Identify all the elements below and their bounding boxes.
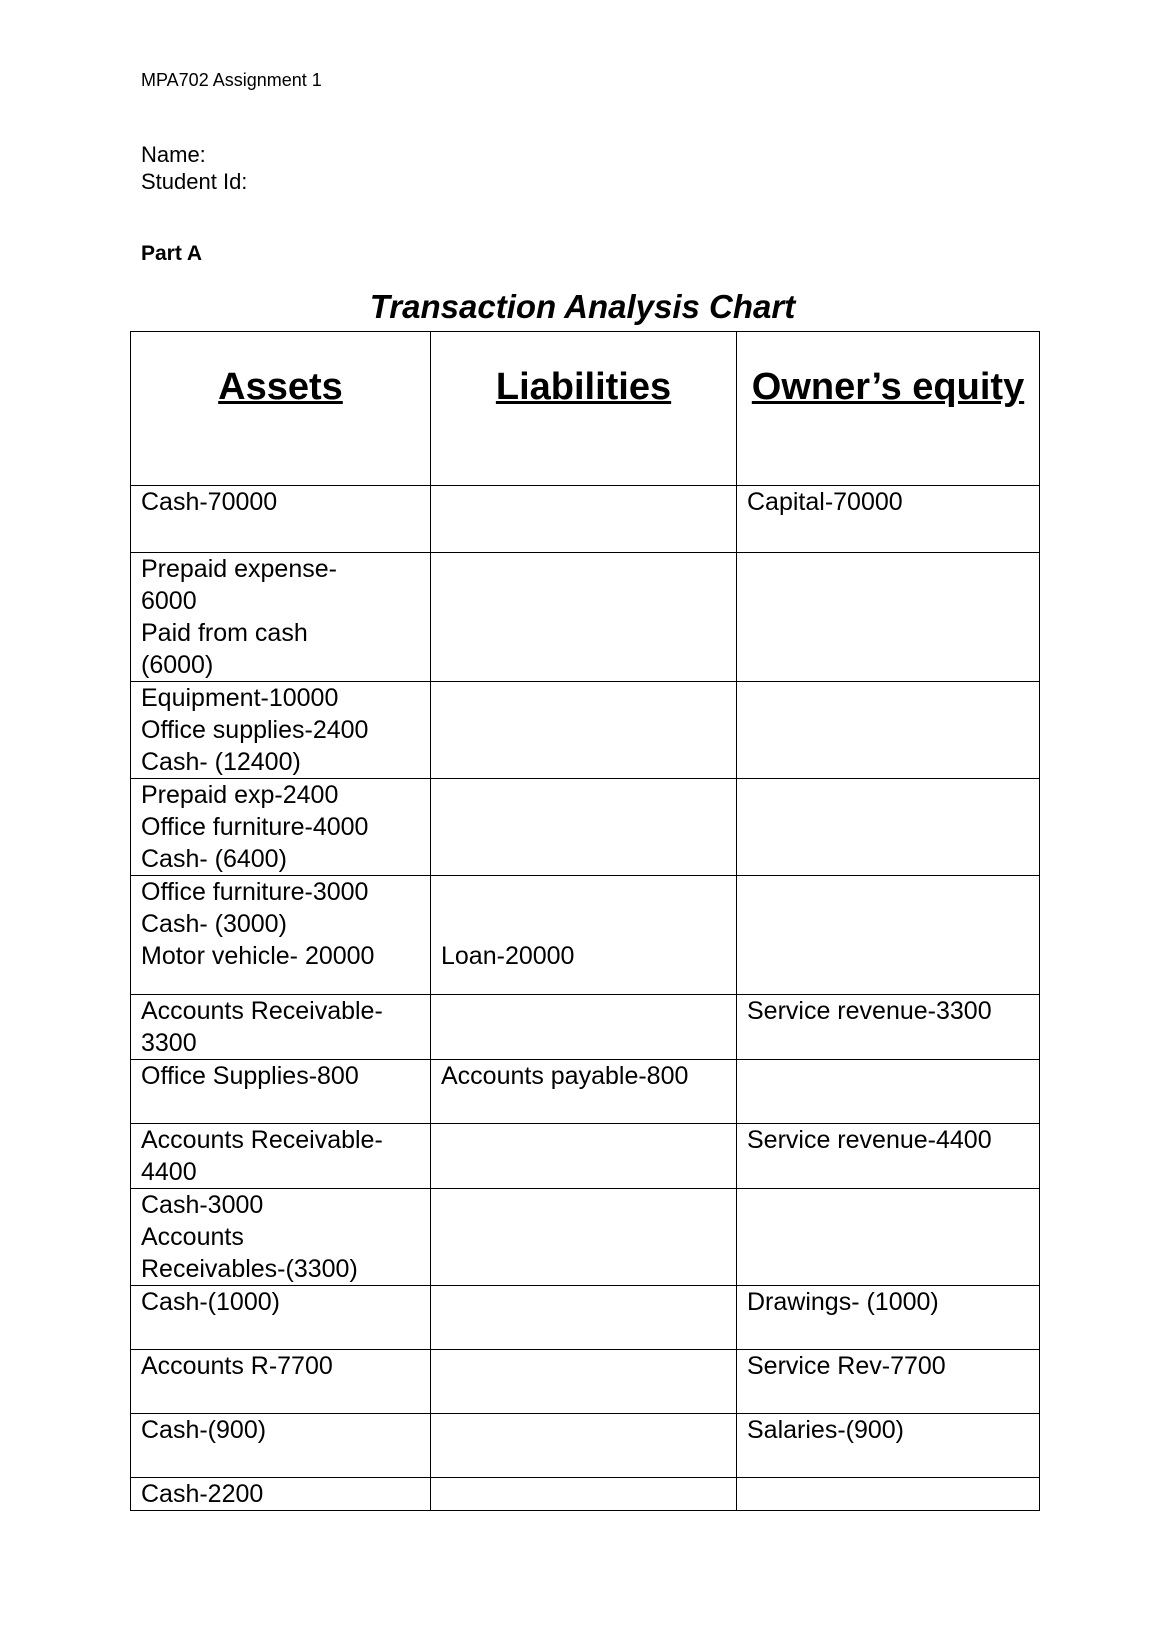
name-label: Name: — [141, 142, 206, 167]
liabilities-cell — [431, 1189, 737, 1286]
table-row — [131, 682, 1040, 779]
table-row — [131, 1350, 1040, 1414]
assets-cell: Cash-(1000) — [131, 1286, 431, 1350]
equity-cell: Service revenue-3300 — [737, 995, 1040, 1060]
liabilities-cell: Accounts payable-800 — [431, 1060, 737, 1124]
assets-cell: Office furniture-3000 Cash- (3000) Motor vehicle- 20000 — [131, 876, 431, 995]
equity-cell: Capital-70000 — [737, 486, 1040, 553]
table-row — [131, 995, 1040, 1060]
equity-cell — [737, 553, 1040, 682]
liabilities-cell — [431, 779, 737, 876]
assets-cell: Equipment-10000 Office supplies-2400 Cash- (12400) — [131, 682, 431, 779]
assets-cell: Cash-2200 — [131, 1478, 431, 1511]
assets-cell: Accounts Receivable- 4400 — [131, 1124, 431, 1189]
header-assets: Assets — [131, 332, 431, 486]
liabilities-cell-text: Loan-20000 — [441, 942, 575, 970]
liabilities-cell — [431, 1124, 737, 1189]
liabilities-cell — [431, 1350, 737, 1414]
table-row — [131, 1286, 1040, 1350]
liabilities-cell — [431, 682, 737, 779]
equity-cell: Salaries-(900) — [737, 1414, 1040, 1478]
equity-cell — [737, 1478, 1040, 1511]
liabilities-cell — [431, 1414, 737, 1478]
table-row — [131, 1414, 1040, 1478]
liabilities-cell — [431, 876, 737, 995]
chart-title: Transaction Analysis Chart — [369, 288, 796, 325]
assets-cell: Cash-3000 Accounts Receivables-(3300) — [131, 1189, 431, 1286]
assets-cell: Prepaid exp-2400 Office furniture-4000 Cash- (6400) — [131, 779, 431, 876]
table-row — [131, 1478, 1040, 1511]
equity-cell — [737, 1189, 1040, 1286]
part-heading: Part A — [141, 242, 203, 265]
table-header-row — [131, 332, 1040, 486]
table-row — [131, 779, 1040, 876]
equity-cell — [737, 876, 1040, 995]
equity-cell: Drawings- (1000) — [737, 1286, 1040, 1350]
student-id-label: Student Id: — [141, 169, 248, 194]
table-row — [131, 1060, 1040, 1124]
liabilities-cell — [431, 1286, 737, 1350]
table-row — [131, 553, 1040, 682]
assets-cell: Accounts Receivable- 3300 — [131, 995, 431, 1060]
equity-cell: Service Rev-7700 — [737, 1350, 1040, 1414]
liabilities-cell — [431, 995, 737, 1060]
equity-cell — [737, 1060, 1040, 1124]
header-liabilities: Liabilities — [431, 332, 737, 486]
table-row — [131, 486, 1040, 553]
transaction-analysis-table — [130, 331, 1040, 1511]
equity-cell — [737, 779, 1040, 876]
header-owners-equity: Owner’s equity — [737, 332, 1040, 486]
assets-cell: Office Supplies-800 — [131, 1060, 431, 1124]
table-row — [131, 876, 1040, 995]
equity-cell — [737, 682, 1040, 779]
assets-cell: Cash-(900) — [131, 1414, 431, 1478]
liabilities-cell — [431, 553, 737, 682]
table-row — [131, 1189, 1040, 1286]
assets-cell: Prepaid expense- 6000 Paid from cash (6000) — [131, 553, 431, 682]
assets-cell: Cash-70000 — [131, 486, 431, 553]
course-code: MPA702 Assignment 1 — [141, 70, 322, 90]
equity-cell: Service revenue-4400 — [737, 1124, 1040, 1189]
liabilities-cell — [431, 486, 737, 553]
table-row — [131, 1124, 1040, 1189]
assets-cell: Accounts R-7700 — [131, 1350, 431, 1414]
liabilities-cell — [431, 1478, 737, 1511]
